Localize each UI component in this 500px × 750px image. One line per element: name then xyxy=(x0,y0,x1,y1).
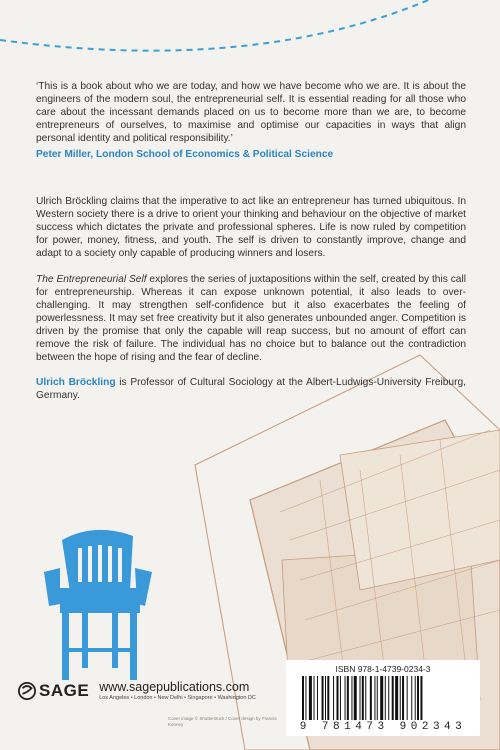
isbn-label: ISBN 978-1-4739-0234-3 xyxy=(335,664,431,674)
barcode-panel xyxy=(286,660,480,736)
sage-swirl-icon xyxy=(18,682,36,700)
endorsement-attribution: Peter Miller, London School of Economics & Political Science xyxy=(36,149,334,161)
publisher-url: www.sagepublications.com xyxy=(99,680,250,694)
endorsement-quote: ‘This is a book about who we are today, and how we have become who we are. It is about the engineers of the modern soul, the entrepreneurial self. It is essential reading for all those who care about the incessant demands placed on us to become more than we are, to become entrepreneurs of ourselves, to maximise and optimise our capacities in ways that align personal identity and political responsibility.’ xyxy=(36,81,466,145)
dashed-arc xyxy=(0,0,440,51)
publisher-block xyxy=(18,680,256,701)
chair-illustration xyxy=(44,530,152,680)
author-bio-text: is Professor of Cultural Sociology at the Albert-Ludwigs-University Freiburg, Germany. xyxy=(36,376,466,401)
back-cover-text xyxy=(36,80,466,402)
author-bio xyxy=(36,376,466,402)
description-paragraph-2-text: explores the series of juxtapositions within the self, created by this call for entrepreneurship. Whereas it can expose unknown potential, it also leads to over-challenging. It may strengthen self-confidence but it also exacerbates the feeling of powerlessness. It may set free creativity but it also generates unbounded anger. Competition is driven by the promise that only the capable will reap success, but no amount of effort can remove the risk of failure. The individual has no choice but to balance out the contradiction between the hope of rising and the fear of decline. xyxy=(36,273,466,363)
publisher-cities: Los Angeles • London • New Delhi • Singapore • Washington DC xyxy=(99,695,256,701)
description-paragraph-2 xyxy=(36,273,466,364)
cover-credit: Cover image © Shutterstock / Cover design by Francis Kenney xyxy=(168,716,277,727)
book-title: The Entrepreneurial Self xyxy=(36,273,147,285)
barcode-digits: 9 781473 902343 xyxy=(299,721,467,733)
sage-logo xyxy=(18,681,89,701)
description-paragraph-1: Ulrich Bröckling claims that the imperative to act like an entrepreneur has turned ubiquitous. In Western society there is a drive to orient your thinking and behaviour on the objective of market success which dictates the private and professional spheres. Life is now ruled by competition for power, money, fitness, and youth. The self is driven to constantly improve, change and adapt to a society only capable of producing winners and losers. xyxy=(36,196,466,260)
sage-logo-text: SAGE xyxy=(39,680,90,700)
author-name: Ulrich Bröckling xyxy=(36,376,116,388)
barcode-icon xyxy=(302,676,466,720)
